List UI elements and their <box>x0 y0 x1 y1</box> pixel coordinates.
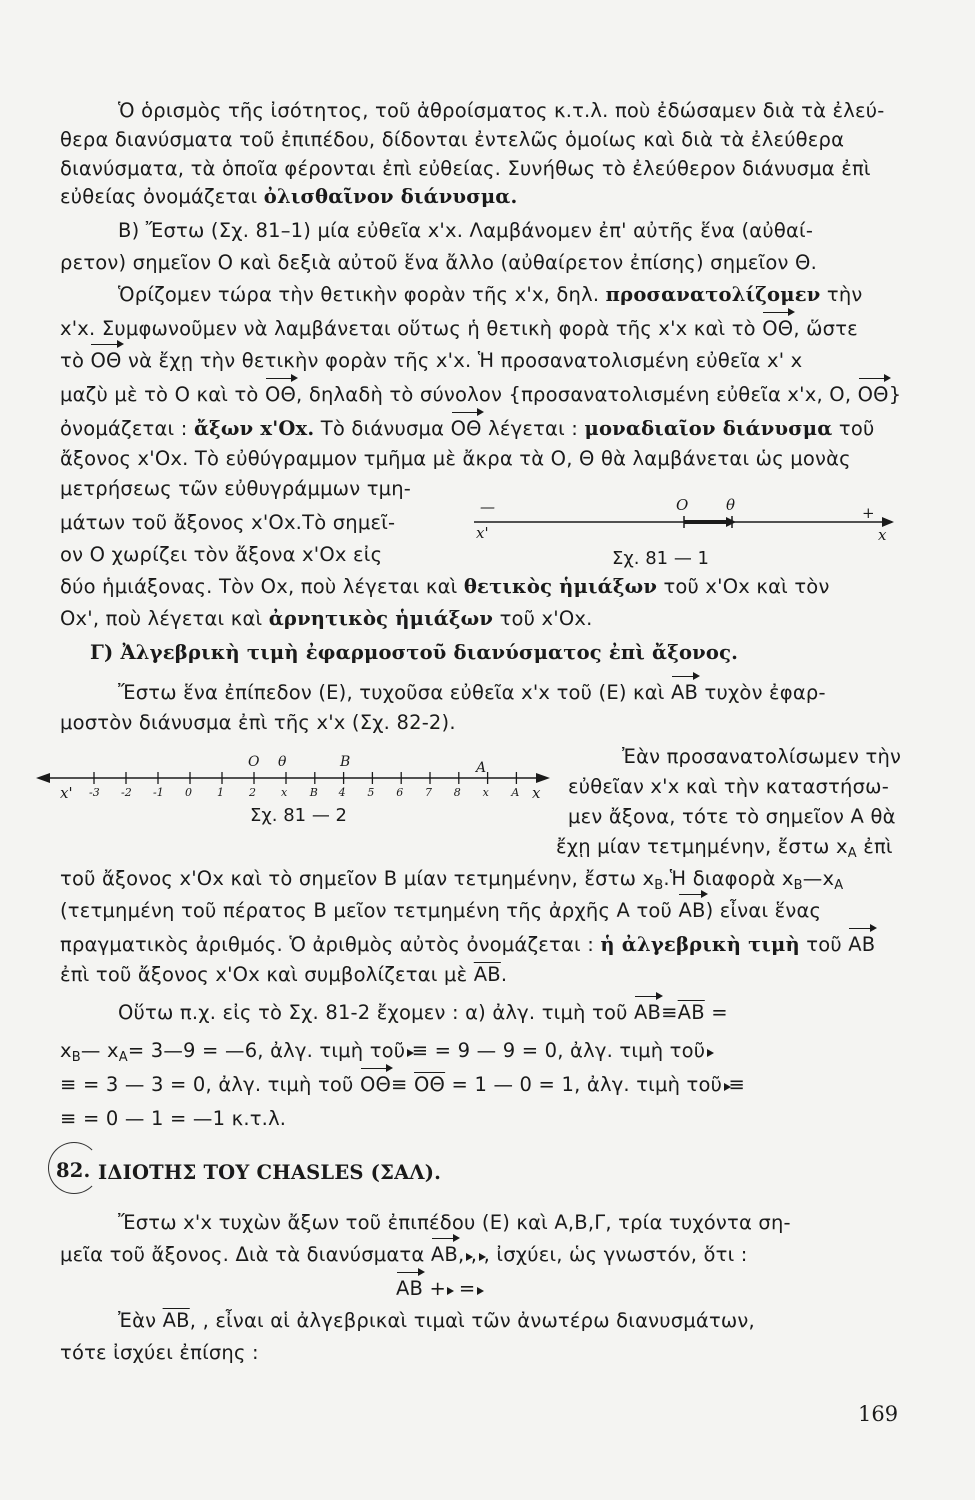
text-line: (τετμημένη τοῦ πέρατος Β μεῖον τετμημένη τῆς ἀρχῆς Α τοῦ ΑΒ) εἶναι ἕνας <box>60 899 822 922</box>
text-line: Ἔστω x'x τυχὼν ἄξων τοῦ ἐπιπέδου (Ε) καὶ Α,Β,Γ, τρία τυχόντα ση- <box>118 1211 791 1234</box>
text-line: Ὁρίζομεν τώρα τὴν θετικὴν φορὰν τῆς x'x, δηλ. προσανατολίζομεν τὴν <box>118 283 863 306</box>
text-line: Β) Ἔστω (Σχ. 81–1) μία εὐθεῖα x'x. Λαμβάνομεν ἐπ' αὐτῆς ἕνα (αὐθαί- <box>118 219 814 242</box>
text-line: πραγματικὸς ἀριθμός. Ὁ ἀριθμὸς αὐτὸς ὀνομάζεται : ἡ ἀλγεβρικὴ τιμὴ τοῦ ΑΒ <box>60 933 876 956</box>
section-heading: ΙΔΙΟΤΗΣ ΤΟΥ CHASLES (ΣΑΛ). <box>98 1161 442 1184</box>
text-line: τότε ἰσχύει ἐπίσης : <box>60 1341 259 1364</box>
text-line: εὐθεῖαν x'x καὶ τὴν καταστήσω- <box>568 775 889 798</box>
fig-label: B <box>340 754 351 770</box>
text-line: ≡ = 3 — 3 = 0, ἀλγ. τιμὴ τοῦ $O\Theta\equiv \overline{O\Theta} = 1$ — 0 = 1, ἀλγ. τιμὴ τοῦ ≡ <box>60 1073 746 1096</box>
subsection-heading: Γ) Ἀλγεβρικὴ τιμὴ ἐφαρμοστοῦ διανύσματος ἐπὶ ἄξονος. <box>90 641 739 664</box>
fig-label: x <box>532 784 541 802</box>
text-line: ≡ = 0 — 1 = —1 κ.τ.λ. <box>60 1107 287 1130</box>
text-line: δύο ἡμιάξονας. Τὸν Ox, ποὺ λέγεται καὶ θετικὸς ἡμιάξων τοῦ x'Ox καὶ τὸν <box>60 575 830 598</box>
text-line: Ἐὰν $\overline{AB}$, , εἶναι αἱ ἀλγεβρικαὶ τιμαὶ τῶν ἀνωτέρω διανυσμάτων, <box>118 1309 755 1332</box>
term-bold: ὀλισθαῖνον διάνυσμα. <box>263 185 518 208</box>
tick-label: -1 <box>153 786 164 799</box>
text-line: τὸ ΟΘ νὰ ἔχῃ τὴν θετικὴν φορὰν τῆς x'x. Ἡ προσανατολισμένη εὐθεῖα x' x <box>60 349 803 372</box>
tick-label: 8 <box>453 786 461 799</box>
axis-arrow <box>36 773 50 783</box>
text-line: Ἔστω ἕνα ἐπίπεδον (Ε), τυχοῦσα εὐθεῖα x'x τοῦ (Ε) καὶ ΑΒ τυχὸν ἐφαρ- <box>118 681 826 704</box>
algebraic-AB: $\overline{AB}$ <box>473 963 501 986</box>
vector-OTheta: ΟΘ <box>264 383 297 406</box>
fig-label: x' <box>60 784 73 802</box>
text-line: εὐθείας ὀνομάζεται ὀλισθαῖνον διάνυσμα. <box>60 185 518 208</box>
text-line: ρετον) σημεῖον Ο καὶ δεξιὰ αὐτοῦ ἕνα ἄλλο (αὐθαίρετον ἐπίσης) σημεῖον Θ. <box>60 251 817 274</box>
vector-OTheta: ΟΘ <box>762 317 794 340</box>
text-line: μάτων τοῦ ἄξονος x'Ox.Τὸ σημεῖ- <box>60 511 396 534</box>
text-line: τοῦ ἄξονος x'Ox καὶ τὸ σημεῖον Β μίαν τετμημένην, ἔστω $x_B.Ἡ$ διαφορὰ $x_B—x_A$ <box>60 867 844 893</box>
tick-label: x <box>281 786 288 799</box>
text-line: μαζὺ μὲ τὸ Ο καὶ τὸ ΟΘ, δηλαδὴ τὸ σύνολον {προσανατολισμένη εὐθεῖα x'x, O, ΟΘ} <box>60 383 902 406</box>
vector-AB: ΑΒ <box>671 681 699 704</box>
text-line: μετρήσεως τῶν εὐθυγράμμων τμη- <box>60 477 412 500</box>
equation: ΑΒ + = <box>396 1277 476 1300</box>
tick-label: -3 <box>89 786 100 799</box>
fig-label: θ <box>726 496 736 514</box>
text-line: Ὁ ὁρισμὸς τῆς ἰσότητος, τοῦ ἀθροίσματος κ.τ.λ. ποὺ ἐδώσαμεν διὰ τὰ ἐλεύ- <box>118 99 885 122</box>
tick-label: 2 <box>249 786 256 799</box>
page-number: 169 <box>858 1402 899 1426</box>
tick-label: 1 <box>217 786 224 799</box>
tick-label: B <box>309 786 318 799</box>
fig-label: O <box>248 754 260 770</box>
text-line: διανύσματα, τὰ ὁποῖα φέρονται ἐπὶ εὐθείας. Συνήθως τὸ ἐλεύθερον διάνυσμα ἐπὶ <box>60 157 871 180</box>
text-line: ἔχῃ μίαν τετμημένην, ἔστω $x_A$ ἐπὶ <box>556 835 893 861</box>
axis-arrow <box>726 517 736 527</box>
vector-AB: ΑΒ <box>678 899 706 922</box>
axis-arrow <box>536 773 550 783</box>
text-line: ον Ο χωρίζει τὸν ἄξονα x'Ox εἰς <box>60 543 383 566</box>
vector-OTheta: ΟΘ <box>857 383 889 406</box>
text-line: Ox', ποὺ λέγεται καὶ ἀρνητικὸς ἡμιάξων τοῦ x'Ox. <box>60 607 593 630</box>
text-line: ἄξονος x'Ox. Τὸ εὐθύγραμμον τμῆμα μὲ ἄκρα τὰ Ο, Θ θὰ λαμβάνεται ὡς μονὰς <box>60 447 851 470</box>
tick-label: A <box>511 786 520 799</box>
fig-label: x <box>878 526 887 544</box>
text-line: μεν ἄξονα, τότε τὸ σημεῖον Α θὰ <box>568 805 896 828</box>
tick-label: 0 <box>185 786 192 799</box>
tick-label: -2 <box>121 786 132 799</box>
tick-label: 6 <box>396 786 404 799</box>
tick-label: 5 <box>367 786 375 799</box>
fig-label: θ <box>278 754 287 770</box>
fig-label: — <box>480 498 495 516</box>
text-line: μεῖα τοῦ ἄξονος. Διὰ τὰ διανύσματα ΑΒ, , , ἰσχύει, ὡς γνωστόν, ὅτι : <box>60 1243 748 1266</box>
text-line: Οὕτω π.χ. εἰς τὸ Σχ. 81-2 ἔχομεν : α) ἀλγ. τιμὴ τοῦ $AB\equiv\overline{AB}$ = <box>118 1001 728 1024</box>
vector-AB: ΑΒ <box>848 933 876 956</box>
section-number: 82. <box>56 1159 91 1182</box>
figure-caption: Σχ. 81 — 2 <box>250 805 348 826</box>
vector-OTheta: ΟΘ <box>90 349 122 372</box>
tick-label: x <box>482 786 489 799</box>
vector-OTheta: ΟΘ <box>450 417 482 440</box>
figure-81-2 <box>34 752 554 812</box>
fig-label: A <box>476 760 487 776</box>
fig-label: O <box>676 496 689 514</box>
text-line: ὀνομάζεται : ἄξων x'Ox. Τὸ διάνυσμα ΟΘ λέγεται : μοναδιαῖον διάνυσμα τοῦ <box>60 417 875 440</box>
text-line: μοστὸν διάνυσμα ἐπὶ τῆς x'x (Σχ. 82-2). <box>60 711 456 734</box>
figure-caption: Σχ. 81 — 1 <box>612 548 710 569</box>
text-line: θερα διανύσματα τοῦ ἐπιπέδου, δίδονται ἐντελῶς ὁμοίως καὶ διὰ τὰ ἐλεύθερα <box>60 128 845 151</box>
text-line: x'x. Συμφωνοῦμεν νὰ λαμβάνεται οὕτως ἡ θετικὴ φορὰ τῆς x'x καὶ τὸ ΟΘ, ὥστε <box>60 317 858 340</box>
text-line: ἐπὶ τοῦ ἄξονος x'Ox καὶ συμβολίζεται μὲ $\overline{AB}$. <box>60 963 508 986</box>
fig-label: + <box>862 504 875 522</box>
text-line: Ἐὰν προσανατολίσωμεν τὴν <box>622 745 902 768</box>
fig-label: x' <box>476 524 489 542</box>
text-line: $x_B—$ $x_A=$ 3—9 = —6, ἀλγ. τιμὴ τοῦ ≡ = 9 — 9 = 0, ἀλγ. τιμὴ τοῦ <box>60 1039 706 1065</box>
tick-label: 7 <box>425 786 432 799</box>
tick-label: 4 <box>338 786 346 799</box>
